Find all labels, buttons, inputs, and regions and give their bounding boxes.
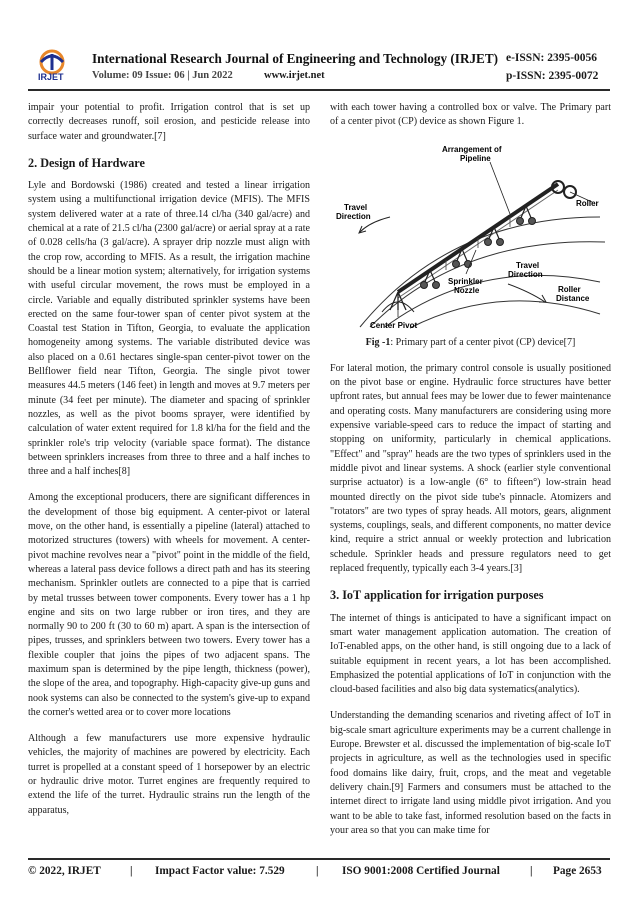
footer-page-number: Page 2653 xyxy=(553,865,602,877)
right-column xyxy=(330,101,611,850)
label-travel-left: Travel xyxy=(344,202,368,212)
e-issn: e-ISSN: 2395-0056 xyxy=(506,52,598,64)
label-roller-distance-1: Roller xyxy=(558,284,581,294)
center-pivot-diagram xyxy=(330,142,611,332)
section-heading-iot: 3. IoT application for irrigation purposes xyxy=(330,588,544,603)
paragraph: For lateral motion, the primary control console is usually positioned on the pivot base or engine. Hydraulic force structures have better upfront rates, but annual fees may be lower due to fewer maintenance and operating costs. Many manufacturers are considering using more expensive variable-speed cars to reduce the impact of starting and stopping on uniformity, particularly in chemical applications. "Effect" and "spray" heads are the two types of sprinklers used in the middle pivot and linear systems. A shock (earlier style conventional surprise actuator) is a low-angle (6° to fifteen°) low-strain head mounted directly on the pivot side tube's pinnacle. Atomizers and "rotators" are two types of spray heads. All motors, gears, alignment systems, couplings, seals, and different components, no matter device kind, require a strict annual or weekly protection and lubrication schedule. Sprinkler heads and pressure regulators need to get replaced frequently, typically each 3-4 years.[3] xyxy=(330,362,611,575)
footer-separator: | xyxy=(130,865,133,877)
footer-rule xyxy=(28,858,610,860)
logo-text: IRJET xyxy=(38,72,64,82)
footer-iso: ISO 9001:2008 Certified Journal xyxy=(342,865,500,877)
caption-label: Fig -1 xyxy=(365,336,391,348)
label-direction-right: Direction xyxy=(508,269,543,279)
page-header xyxy=(0,0,638,88)
caption-text: : Primary part of a center pivot (CP) device[7] xyxy=(390,336,576,348)
paragraph: Although a few manufacturers use more expensive hydraulic vehicles, the majority of machines are powered by electricity. Each turret is propelled at a constant speed of 1 horsepower by an electric or hydraulic drive motor. Turret engines are frequently required to extend the life of the turret. Hydraulic strains run the length of the apparatus, xyxy=(28,733,310,816)
footer-impact-factor: Impact Factor value: 7.529 xyxy=(155,865,285,877)
label-travel-right: Travel xyxy=(516,260,540,270)
journal-title: International Research Journal of Engineering and Technology (IRJET) xyxy=(92,51,499,66)
center-pivot-figure xyxy=(330,142,611,332)
label-roller-distance-2: Distance xyxy=(556,293,590,303)
paragraph: Understanding the demanding scenarios and riveting affect of IoT in big-scale smart agriculture experiments may be a current challenge in Europe. Brewster et al. discussed the implementation of big-scale IoT projects in agriculture, as well as the technologies used in specific food domains like dairy, fruit, crops, and the meat and vegetable delivery chain.[9] Farmers and consumers must be attached to the internet direct to irrigate land using middle pivot irrigation. And you want to be able to take fast, informed resolution based on the facts in your area so that you can make time for xyxy=(330,710,611,836)
paragraph: The internet of things is anticipated to have a significant impact on smart water management application automation. The creation of IoT-enabled apps, on the other hand, is still ongoing due to a lack of suitable equipment in recent years, a lot has been accomplished. Emphasized the potential applications of IoT in conjunction with the cloud-based facilities and also big data systematics(analytics). xyxy=(330,612,611,696)
footer-separator: | xyxy=(316,865,319,877)
paragraph: Among the exceptional producers, there are significant differences in the development of those big equipment. A center-pivot or lateral move, on the other hand, is essentially a pipeline (lateral) attached to motorized structures (towers) with wheels for movement. A center-pivot machine revolves near a "pivot" point in the middle of the field, whereas a lateral pass device follows a direct path and has its steering mechanism. Sprinkler outlets are connected to a pipe that is carried by metal trusses between tower components. Every tower has a 1 hp engine and sits on two large rubber or iron tires, and they are normally 90 to 200 ft (30 to 60 m) apart. A span is the intersection of pipes, trusses, and sprinklers between two towers. Every tower has a flexible coupler that joins the pipes of two adjacent spans. The maximum span is determined by the pipe length, thickness (power), the slope of the area, and topography. High-capacity give-up guns and nook systems can also be connected to the system's give-up to expand the corner's wetted area or to cover more locations xyxy=(28,492,310,718)
label-roller: Roller xyxy=(576,198,599,208)
label-nozzle: Nozzle xyxy=(454,285,480,295)
header-rule xyxy=(28,89,610,91)
figure-caption xyxy=(330,336,611,350)
label-pipeline: Pipeline xyxy=(460,153,491,163)
left-column xyxy=(28,101,310,830)
label-direction-left: Direction xyxy=(336,211,371,221)
paragraph: Lyle and Bordowski (1986) created and tested a linear irrigation system using a multifunctional irrigation device (MFIS). The MFIS system delivered water at a rate of three.14 cl/ha (340 gal/acre) and chemical at a rate of 21.5 cl/ha (2300 gal/acre) or aerial spray at a rate of 0.028 cells/ha (3 gal/acre). A sprayer drip nozzle must align with the crop row, according to MFIS. As a result, the irrigation machine should be a linear motion system; alternatively, for irrigation systems with useful circular movement, the rows must be employed in a circle. Variable and equally distributed sprinkler systems have been erected on the same four-tower span of center pivot system at the Coastal test Station in Tifton, Georgia, to evaluate the application homogeneity among systems. The variable distributed device was also placed on a 0.61 hectares single-span center-pivot tower on the Bellflower field near Tifton, Georgia. The single pivot tower measures 44.5 meters (146 feet) in length and moves at 9.7 meters per minute (34 feet per minute). The diameter and spacing of sprinkler nozzles, as well as the pivot booms sprayer, were identified by calculation of water extent required for 1.8 kl/ha for the field and the sprinkler role's trip velocity (variable space format). The distance between sprinklers increases from three to three and a half inches to three and a half inches[8] xyxy=(28,180,310,478)
footer-copyright: © 2022, IRJET xyxy=(28,865,101,877)
paragraph: impair your potential to profit. Irrigation control that is set up correctly decreases runoff, soil erosion, and pesticide release into surface water and groundwater.[7] xyxy=(28,102,310,142)
label-sprinkler: Sprinkler xyxy=(448,276,483,286)
paragraph: with each tower having a controlled box or valve. The Primary part of a center pivot (CP) device as shown Figure 1. xyxy=(330,102,611,128)
volume-issue: Volume: 09 Issue: 06 | Jun 2022 xyxy=(92,70,233,81)
label-center-pivot: Center Pivot xyxy=(370,320,418,330)
journal-website-link[interactable]: www.irjet.net xyxy=(264,70,325,81)
label-arrangement: Arrangement of xyxy=(442,144,502,154)
p-issn: p-ISSN: 2395-0072 xyxy=(506,70,599,82)
footer-separator: | xyxy=(530,865,533,877)
section-heading-hardware: 2. Design of Hardware xyxy=(28,155,145,170)
